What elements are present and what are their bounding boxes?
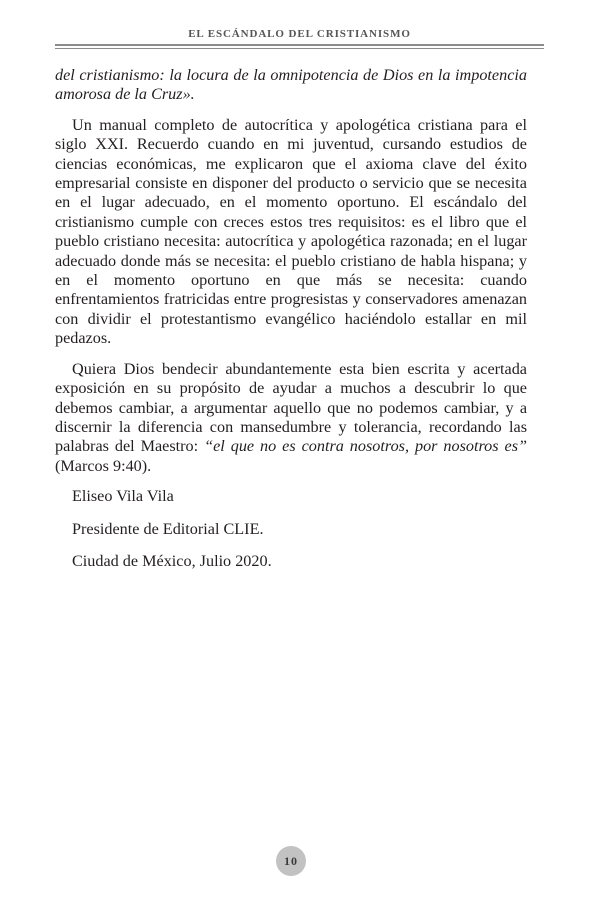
signature-name: Eliseo Vila Vila	[72, 487, 174, 506]
paragraph-manual: Un manual completo de autocrítica y apologética cristiana para el siglo XXI. Recuerdo cuando en mi juventud, cursando estudios de ciencias económicas, me explicaron que el axioma clave del éxito empresarial consiste en disponer del producto o servicio que se necesita en el lugar adecuado, en el momento oportuno. El escándalo del cristianismo cumple con creces estos tres requisitos: es el libro que el pueblo cristiano necesita: autocrítica y apologética razonada; en el lugar adecuado donde más se necesita: el pueblo cristiano de habla hispana; y en el momento oportuno en que más se necesita: cuando enfrentamientos fratricidas entre progresistas y conservadores amenazan con dividir el protestantismo evangélico haciéndolo estallar en mil pedazos.	[55, 115, 527, 348]
paragraph-blessing-text: Quiera Dios bendecir abundantemente esta bien escrita y acertada exposición en su propósito de ayudar a muchos a descubrir lo que debemos cambiar, a argumentar aquello que no podemos cambiar, y a discernir la diferencia con mansedumbre y tolerancia, recordando las palabras del Maestro:	[55, 359, 527, 456]
header-rule-thin	[55, 48, 544, 49]
signature-title: Presidente de Editorial CLIE.	[72, 519, 264, 538]
paragraph-blessing	[55, 360, 527, 476]
header-rule-thick	[55, 44, 544, 46]
running-title: EL ESCÁNDALO DEL CRISTIANISMO	[188, 28, 411, 40]
continuation-paragraph: del cristianismo: la locura de la omnipotencia de Dios en la impotencia amorosa de la Cruz».	[55, 66, 527, 104]
signature-place-date: Ciudad de México, Julio 2020.	[72, 551, 272, 570]
page-number-badge: 10	[276, 846, 306, 876]
scripture-reference: (Marcos 9:40).	[55, 456, 152, 475]
page-body	[55, 66, 527, 584]
running-header	[55, 26, 544, 50]
scripture-quote: “el que no es contra nosotros, por nosotros es”	[204, 437, 528, 456]
